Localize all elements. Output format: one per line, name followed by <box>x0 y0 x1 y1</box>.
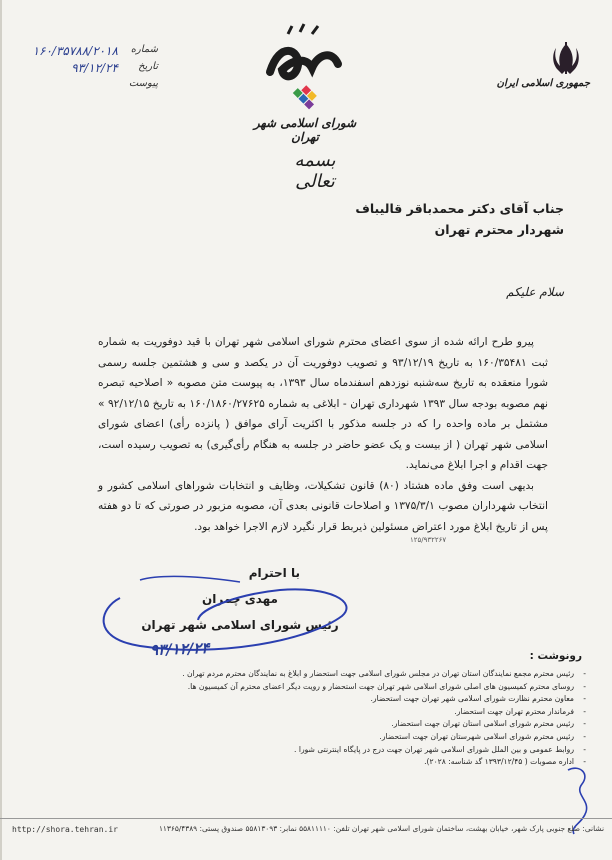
cc-item-text: روسای محترم کمیسیون های اصلی شورای اسلامی شهر تهران جهت استحضار و رویت دیگر اعضای محترم آن کمیسیون ها. <box>187 681 574 691</box>
addressee-name: جناب آقای دکتر محمدباقر قالیباف <box>355 201 564 216</box>
number-label: شماره <box>130 44 158 55</box>
meta-attach-row <box>8 78 158 95</box>
cc-item-text: رئیس محترم شورای اسلامی شهرستان تهران جهت استحضار. <box>379 731 574 741</box>
cc-item <box>86 744 586 757</box>
cc-list <box>86 668 586 769</box>
cc-item <box>86 731 586 744</box>
emblem-block <box>470 36 590 106</box>
council-logo-block <box>240 20 370 144</box>
footer-url[interactable]: http://shora.tehran.ir <box>12 825 118 834</box>
number-value: ۱۶۰/۳۵۷۸۸/۲۰۱۸ <box>32 44 118 58</box>
cc-item-text: معاون محترم نظارت شورای اسلامی شهر تهران جهت استحضار. <box>370 694 574 704</box>
attach-label: پیوست <box>128 78 158 89</box>
cc-item-text: رئیس محترم مجمع نمایندگان استان تهران در مجلس شورای اسلامی جهت استحضار و ابلاغ به نمایندگان محترم مردم تهران . <box>182 669 574 678</box>
signer-name: مهدی چمران <box>202 592 278 606</box>
council-name: شورای اسلامی شهر تهران <box>253 116 357 144</box>
council-logo-icon <box>240 20 370 120</box>
meta-number-row <box>8 44 158 61</box>
cc-item-text: روابط عمومی و بین الملل شورای اسلامی شهر تهران جهت درج در پایگاه اینترنتی شورا . <box>294 744 574 754</box>
cc-item-text: اداره مصوبات ( ۱۳۹۳/۱۲/۴۵ گد شناسه: ۲۰۲۸). <box>424 757 574 767</box>
cc-item <box>86 693 586 706</box>
greeting: سلام علیکم <box>506 285 564 299</box>
letter-meta <box>8 44 158 114</box>
cc-item <box>86 718 586 731</box>
meta-date-row <box>8 61 158 78</box>
cc-item <box>86 756 586 769</box>
date-label: تاریخ <box>138 61 158 72</box>
cc-item-text: فرماندار محترم تهران جهت استحضار. <box>454 706 574 716</box>
cc-item <box>86 668 586 681</box>
addressee-title: شهردار محترم تهران <box>434 222 564 237</box>
signer-title: رئیس شورای اسلامی شهر تهران <box>141 618 339 632</box>
cc-item-text: رئیس محترم شورای اسلامی استان تهران جهت استحضار. <box>391 719 574 729</box>
handwritten-date: ۹۳/۱۲/۲۴ <box>149 638 210 660</box>
emblem-caption: جمهوری اسلامی ایران <box>496 78 590 89</box>
scan-edge <box>0 0 2 860</box>
footer-address: نشانی: ضلع جنوبی پارک شهر، خیابان بهشت، ساختمان شورای اسلامی شهر تهران تلفن: ۵۵۸۱۱۱۱۰ نمابر: ۵۵۸۱۳۰۹۳ صندوق پستی: ۱۱۳۶۵/۴۳۸۹ <box>158 824 604 833</box>
body-paragraph-2: بدیهی است وفق ماده هشتاد (۸۰) قانون تشکیلات، وظایف و انتخابات شوراهای اسلامی کشور و انتخاب شهرداران مصوب ۱۳۷۵/۳/۱ و اصلاحات قانونی بعدی آن، مصوبه مزبور در صورتی که تا دو هفته پس از تاریخ ابلاغ مورد اعتراض مسئولین ذیربط قرار نگیرد لازم الاجرا خواهد بود. <box>98 479 548 533</box>
cc-title: رونوشت : <box>529 650 582 662</box>
date-value: ۹۳/۱۲/۲۴ <box>71 61 118 75</box>
letter-body <box>98 332 548 537</box>
cc-item <box>86 706 586 719</box>
closing: با احترام <box>248 566 300 580</box>
iran-emblem-icon <box>470 36 590 106</box>
signature-scribble-icon <box>80 568 360 658</box>
addressee <box>264 198 564 240</box>
body-paragraph-1: پیرو طرح ارائه شده از سوی اعضای محترم شورای اسلامی شهر تهران با قید دوفوریت به شماره ثبت ۱۶۰/۳۵۴۸۱ به تاریخ ۹۳/۱۲/۱۹ و تصویب دوفوریت آن در یکصد و سی و هشتمین جلسه رسمی شورا منعقده به تاریخ سه‌شنبه نوزدهم اسفندماه سال ۱۳۹۳، به پیوست متن مصوبه « اصلاحیه تبصره نهم مصوبه بودجه سال ۱۳۹۳ شهرداری تهران - ابلاغی به شماره ۱۶۰/۱۸۶۰/۲۷۶۲۵ به تاریخ ۹۲/۱۲/۱۵ » مشتمل بر ماده واحده را که در جلسه مذکور با اکثریت آرای موافق ( پانزده رأی) اعضای شورای اسلامی شهر تهران ( از بیست و یک عضو حاضر در جلسه به هنگام رأی‌گیری) به تصویب رسیده است، جهت اقدام و اجرا ابلاغ می‌نماید. <box>98 336 549 471</box>
reference-number: ۱۲۵/۹۳۲۲۶۷ <box>410 536 447 544</box>
basmala: بسمه تعالی <box>294 150 336 192</box>
cc-item <box>86 681 586 694</box>
